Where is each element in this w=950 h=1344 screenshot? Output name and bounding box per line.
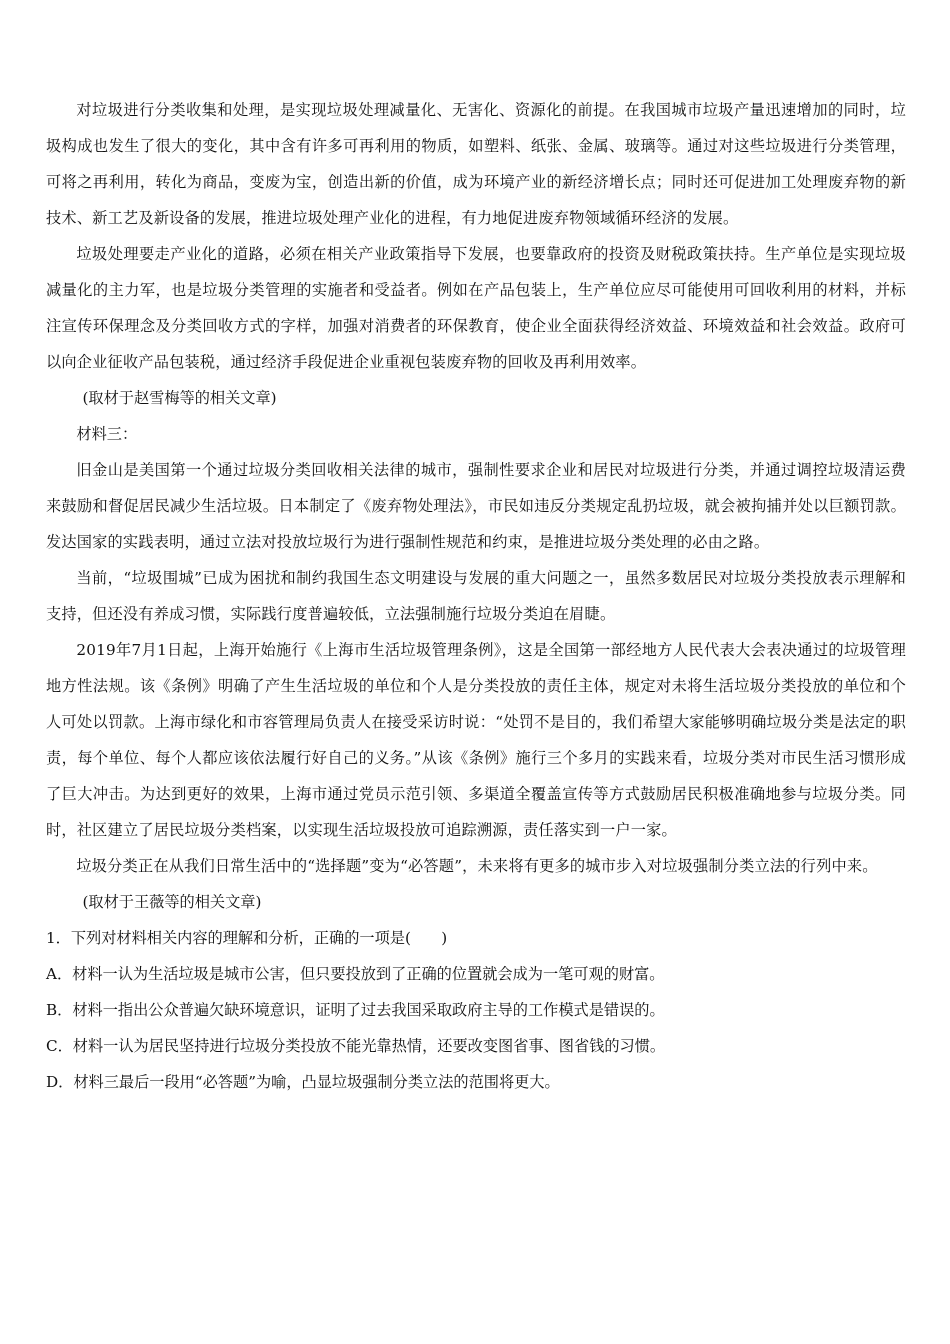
option-a: A．材料一认为生活垃圾是城市公害，但只要投放到了正确的位置就会成为一笔可观的财富。: [46, 965, 665, 983]
paragraph-san-francisco: 旧金山是美国第一个通过垃圾分类回收相关法律的城市，强制性要求企业和居民对垃圾进行分类，并通过调控垃圾清运费来鼓励和督促居民减少生活垃圾。日本制定了《废弃物处理法》，市民如违反分类规定乱扔垃圾，就会被拘捕并处以巨额罚款。发达国家的实践表明，通过立法对投放垃圾行为进行强制性规范和约束，是推进垃圾分类处理的必由之路。: [46, 461, 906, 551]
paragraph-garbage-siege: 当前，“垃圾围城”已成为困扰和制约我国生态文明建设与发展的重大问题之一，虽然多数居民对垃圾分类投放表示理解和支持，但还没有养成习惯，实际践行度普遍较低，立法强制施行垃圾分类迫在眉睫。: [46, 569, 906, 623]
source-citation-wang: (取材于王薇等的相关文章): [82, 893, 262, 911]
paragraph-shanghai-regulation: 2019年7月1日起，上海开始施行《上海市生活垃圾管理条例》，这是全国第一部经地方人民代表大会表决通过的垃圾管理地方性法规。该《条例》明确了产生生活垃圾的单位和个人是分类投放的责任主体，规定对未将生活垃圾分类投放的单位和个人可处以罚款。上海市绿化和市容管理局负责人在接受采访时说：“处罚不是目的，我们希望大家能够明确垃圾分类是法定的职责，每个单位、每个人都应该依法履行好自己的义务。”从该《条例》施行三个多月的实践来看，垃圾分类对市民生活习惯形成了巨大冲击。为达到更好的效果，上海市通过党员示范引领、多渠道全覆盖宣传等方式鼓励居民积极准确地参与垃圾分类。同时，社区建立了居民垃圾分类档案，以实现生活垃圾投放可追踪溯源，责任落实到一户一家。: [46, 641, 906, 839]
paragraph-waste-sorting-premise: 对垃圾进行分类收集和处理，是实现垃圾处理减量化、无害化、资源化的前提。在我国城市垃圾产量迅速增加的同时，垃圾构成也发生了很大的变化，其中含有许多可再利用的物质，如塑料、纸张、金属、玻璃等。通过对这些垃圾进行分类管理，可将之再利用，转化为商品，变废为宝，创造出新的价值，成为环境产业的新经济增长点；同时还可促进加工处理废弃物的新技术、新工艺及新设备的发展，推进垃圾处理产业化的进程，有力地促进废弃物领域循环经济的发展。: [46, 101, 906, 227]
material-three-label: 材料三：: [76, 425, 138, 443]
question-one-stem: 1．下列对材料相关内容的理解和分析，正确的一项是( ): [46, 929, 448, 947]
paragraph-industrialization: 垃圾处理要走产业化的道路，必须在相关产业政策指导下发展，也要靠政府的投资及财税政策扶持。生产单位是实现垃圾减量化的主力军，也是垃圾分类管理的实施者和受益者。例如在产品包装上，生产单位应尽可能使用可回收利用的材料，并标注宣传环保理念及分类回收方式的字样，加强对消费者的环保教育，使企业全面获得经济效益、环境效益和社会效益。政府可以向企业征收产品包装税，通过经济手段促进企业重视包装废弃物的回收及再利用效率。: [46, 245, 906, 371]
option-c: C．材料一认为居民坚持进行垃圾分类投放不能光靠热情，还要改变图省事、图省钱的习惯。: [46, 1037, 666, 1055]
source-citation-zhao: (取材于赵雪梅等的相关文章): [82, 389, 277, 407]
option-d: D．材料三最后一段用“必答题”为喻，凸显垃圾强制分类立法的范围将更大。: [46, 1073, 560, 1091]
document-page: [46, 92, 906, 1100]
option-b: B．材料一指出公众普遍欠缺环境意识，证明了过去我国采取政府主导的工作模式是错误的。: [46, 1001, 665, 1019]
paragraph-must-answer: 垃圾分类正在从我们日常生活中的“选择题”变为“必答题”，未来将有更多的城市步入对垃圾强制分类立法的行列中来。: [76, 857, 878, 875]
